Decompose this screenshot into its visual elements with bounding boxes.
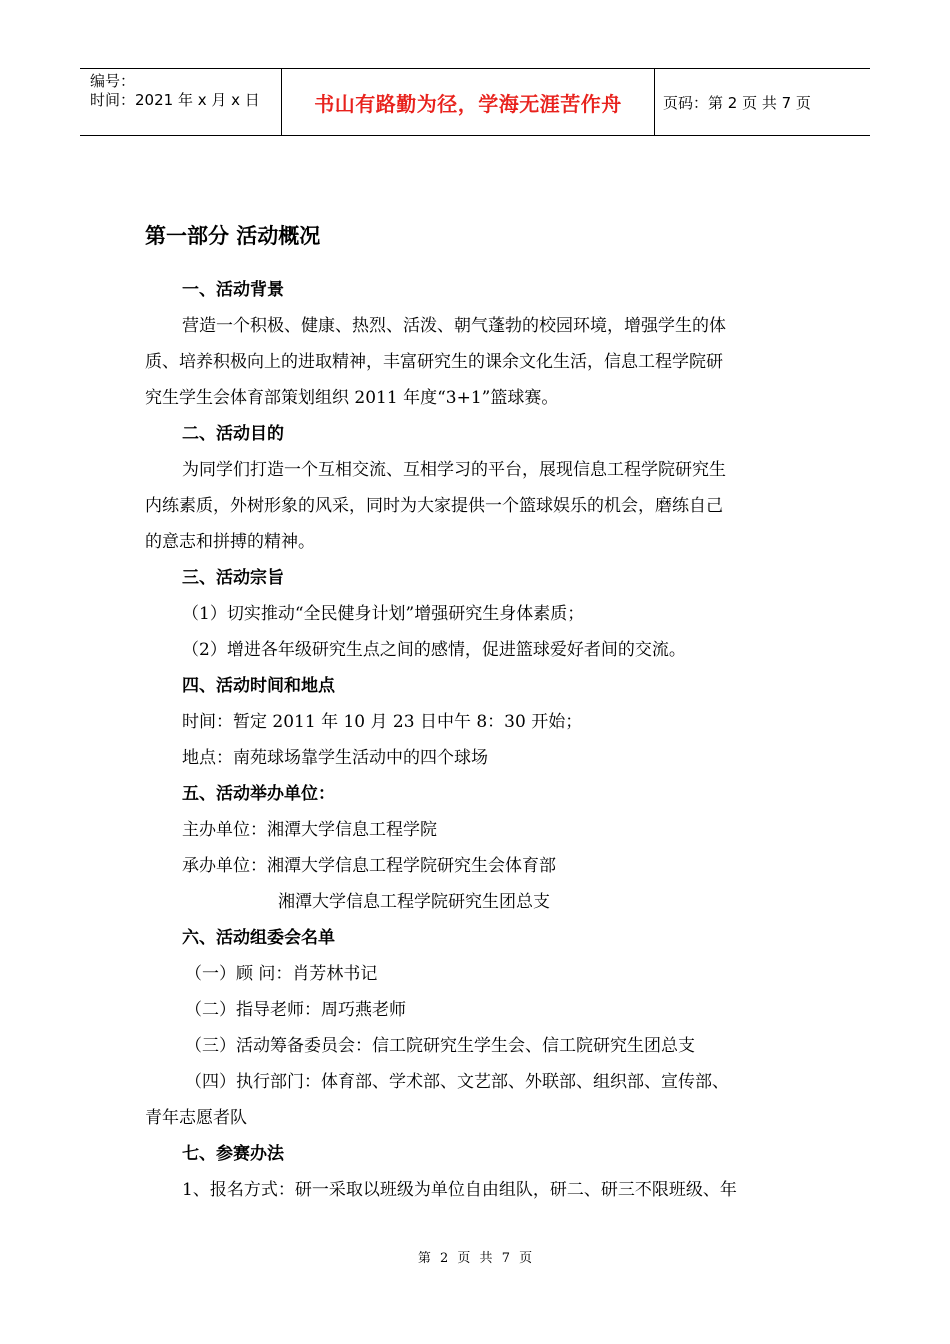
paragraph-line: 的意志和拼搏的精神。 <box>145 532 315 552</box>
header-meta <box>80 69 282 135</box>
list-item-continuation: 青年志愿者队 <box>145 1108 247 1128</box>
event-time: 时间：暂定 2011 年 10 月 23 日中午 8：30 开始； <box>182 712 583 732</box>
list-item: （一）顾 问：肖芳林书记 <box>185 964 378 984</box>
document-body <box>145 218 813 1208</box>
list-item: （1）切实推动“全民健身计划”增强研究生身体素质； <box>182 604 585 624</box>
list-item: （三）活动筹备委员会：信工院研究生学生会、信工院研究生团总支 <box>185 1036 695 1056</box>
list-item: （四）执行部门：体育部、学术部、文艺部、外联部、组织部、宣传部、 <box>185 1072 729 1092</box>
section-heading-organizers: 五、活动举办单位： <box>182 784 335 804</box>
paragraph-line: 1、报名方式：研一采取以班级为单位自由组队，研二、研三不限班级、年 <box>182 1180 737 1200</box>
section-heading-tenet: 三、活动宗旨 <box>182 568 284 588</box>
paragraph-line: 内练素质，外树形象的风采，同时为大家提供一个篮球娱乐的机会，磨练自己 <box>145 496 723 516</box>
document-date: 时间：2021 年 x 月 x 日 <box>90 91 260 109</box>
paragraph-line: 质、培养积极向上的进取精神，丰富研究生的课余文化生活，信息工程学院研 <box>145 352 723 372</box>
page-header <box>80 68 870 136</box>
co-organizer-secondary: 湘潭大学信息工程学院研究生团总支 <box>278 892 550 912</box>
co-organizer: 承办单位：湘潭大学信息工程学院研究生会体育部 <box>182 856 556 876</box>
document-number-label: 编号： <box>90 72 136 90</box>
header-page-info: 页码：第 2 页 共 7 页 <box>663 93 811 112</box>
event-location: 地点：南苑球场靠学生活动中的四个球场 <box>182 748 488 768</box>
list-item: （二）指导老师：周巧燕老师 <box>185 1000 406 1020</box>
part-title: 第一部分 活动概况 <box>145 224 321 248</box>
header-motto: 书山有路勤为径，学海无涯苦作舟 <box>282 69 655 135</box>
section-heading-background: 一、活动背景 <box>182 280 284 300</box>
page-footer: 第 2 页 共 7 页 <box>417 1251 533 1266</box>
section-heading-participation: 七、参赛办法 <box>182 1144 284 1164</box>
section-heading-committee: 六、活动组委会名单 <box>182 928 335 948</box>
section-heading-purpose: 二、活动目的 <box>182 424 284 444</box>
list-item: （2）增进各年级研究生点之间的感情，促进篮球爱好者间的交流。 <box>182 640 686 660</box>
section-heading-time-place: 四、活动时间和地点 <box>182 676 335 696</box>
paragraph-line: 营造一个积极、健康、热烈、活泼、朝气蓬勃的校园环境，增强学生的体 <box>182 316 726 336</box>
paragraph-line: 为同学们打造一个互相交流、互相学习的平台，展现信息工程学院研究生 <box>182 460 726 480</box>
paragraph-line: 究生学生会体育部策划组织 2011 年度“3+1”篮球赛。 <box>145 388 559 408</box>
host-organizer: 主办单位：湘潭大学信息工程学院 <box>182 820 437 840</box>
